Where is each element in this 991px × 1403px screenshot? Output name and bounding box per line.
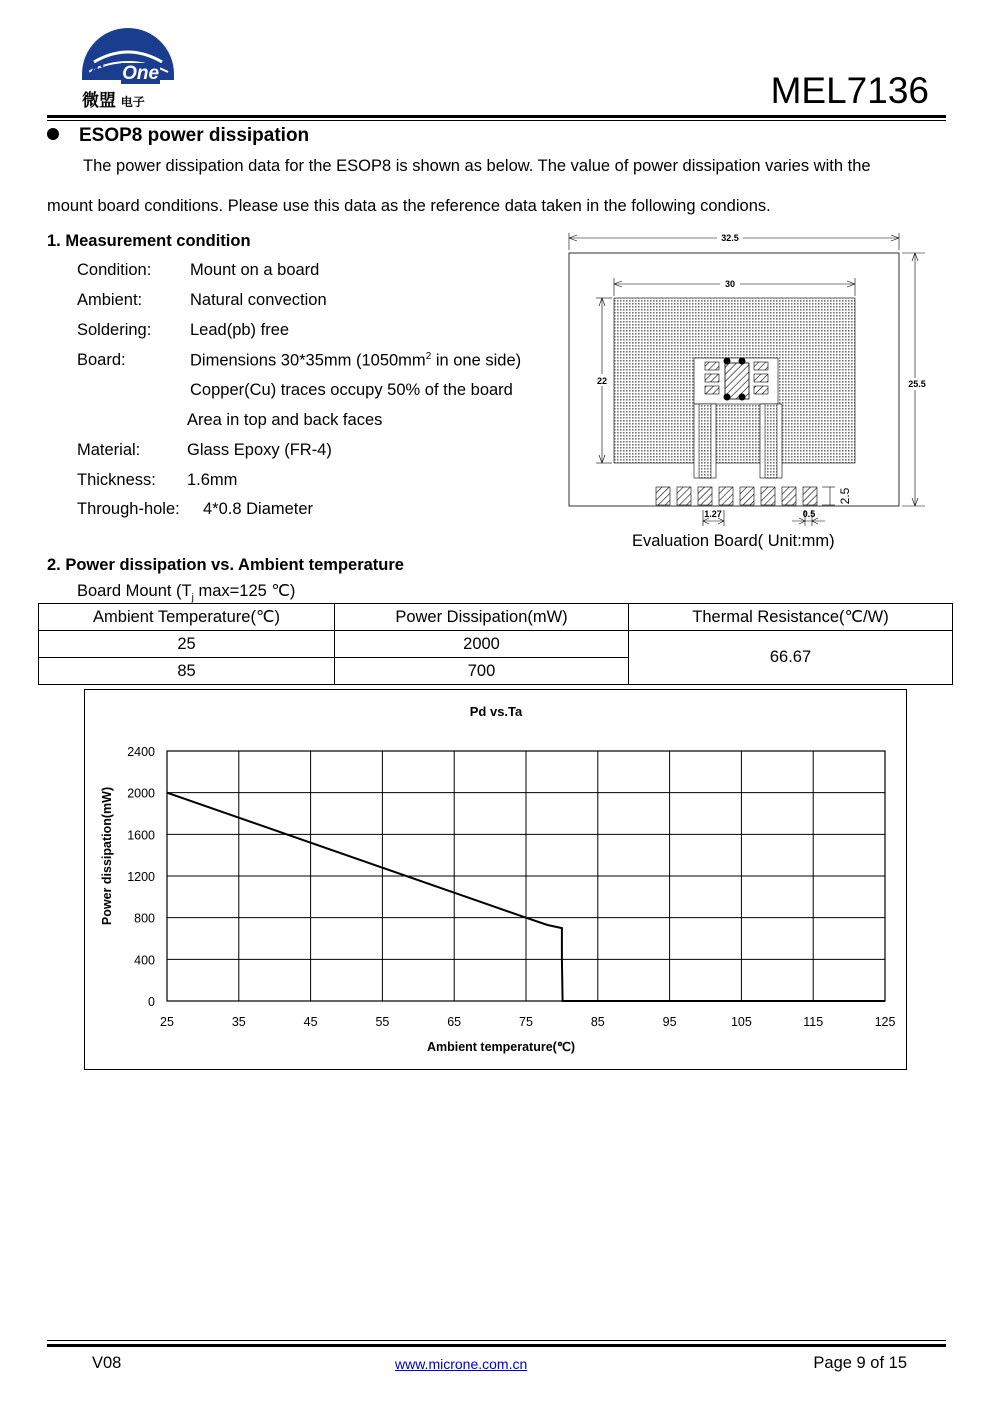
- cond-thickness-value: 1.6mm: [187, 471, 238, 489]
- cond-thickness-label: Thickness:: [77, 471, 156, 489]
- pd-vs-ta-chart: [85, 690, 906, 1069]
- cond-condition-label: Condition:: [77, 261, 152, 279]
- dim-0-5: 0.5: [802, 509, 816, 519]
- cond-board-value-2: Copper(Cu) traces occupy 50% of the board: [190, 381, 513, 399]
- power-table: [38, 603, 953, 685]
- cond-board-value: Dimensions 30*35mm ($1050mm^2$ in one side): [190, 351, 522, 370]
- y-tick-label: 1600: [127, 828, 155, 843]
- x-axis-label: Ambient temperature(℃): [426, 1040, 576, 1054]
- logo-wordmark: MicrOne: [82, 63, 160, 84]
- footer-page: Page 9 of 15: [813, 1354, 907, 1372]
- dim-25-5: 25.5: [908, 379, 926, 389]
- cond-throughhole-value: 4*0.8 Diameter: [203, 500, 314, 518]
- cond-soldering-value: Lead(pb) free: [190, 321, 290, 339]
- section-title: ESOP8 power dissipation: [47, 125, 309, 147]
- dim-1-27: 1.27: [704, 509, 722, 519]
- power-heading: 2. Power dissipation vs. Ambient temperature: [47, 556, 404, 574]
- x-tick-label: 45: [303, 1015, 318, 1029]
- x-tick-label: 85: [590, 1015, 605, 1029]
- footer-rule-thin: [47, 1340, 946, 1341]
- y-tick-label: 2000: [127, 786, 155, 801]
- x-tick-label: 115: [803, 1015, 824, 1029]
- thermal-resistance-cell: 66.67: [629, 631, 953, 685]
- dim-2-5: 2.5: [838, 487, 852, 505]
- cond-ambient-value: Natural convection: [190, 291, 327, 309]
- table-header: Power Dissipation(mW): [335, 604, 629, 631]
- table-header: Thermal Resistance(℃/W): [629, 604, 953, 631]
- logo-chinese: 微盟 电子: [82, 91, 145, 110]
- table-header: Ambient Temperature(℃): [39, 604, 335, 631]
- part-number: MEL7136: [770, 70, 929, 111]
- x-tick-label: 95: [662, 1015, 677, 1029]
- table-row: [39, 631, 953, 658]
- cond-material-value: Glass Epoxy (FR-4): [187, 441, 332, 459]
- cond-condition-value: Mount on a board: [190, 261, 320, 279]
- x-tick-label: 105: [730, 1015, 752, 1029]
- header-rule: [47, 115, 946, 118]
- y-tick-label: 2400: [127, 745, 155, 759]
- x-tick-label: 55: [375, 1015, 390, 1029]
- x-tick-label: 75: [519, 1015, 533, 1029]
- x-tick-label: 125: [874, 1015, 896, 1029]
- dim-30: 30: [724, 279, 736, 289]
- footer-rule: [47, 1344, 946, 1347]
- cond-throughhole-label: Through-hole:: [77, 500, 180, 518]
- board-mount-subhead: Board Mount ($T_j$ max=125 ℃): [77, 582, 296, 604]
- chart-frame: [84, 689, 907, 1070]
- y-tick-label: 0: [148, 995, 155, 1009]
- cond-material-label: Material:: [77, 441, 141, 459]
- cond-ambient-label: Ambient:: [77, 291, 143, 309]
- x-tick-label: 25: [160, 1015, 174, 1029]
- evaluation-board-drawing: [560, 228, 940, 530]
- table-cell: 700: [335, 658, 629, 685]
- y-axis-label: Power dissipation(mW): [100, 786, 114, 926]
- table-header-row: [39, 604, 953, 631]
- table-cell: 25: [39, 631, 335, 658]
- header-rule-thin: [47, 120, 946, 121]
- table-cell: 85: [39, 658, 335, 685]
- chart-title: Pd vs.Ta: [469, 704, 523, 719]
- footer-version: V08: [92, 1354, 122, 1372]
- y-tick-label: 800: [134, 911, 155, 926]
- x-tick-label: 65: [447, 1015, 462, 1029]
- y-tick-label: 1200: [127, 870, 155, 884]
- measurement-heading: 1. Measurement condition: [47, 232, 251, 250]
- intro-line-1: The power dissipation data for the ESOP8 is shown as below. The value of power dissipation varies with the: [83, 157, 871, 175]
- footer-url-link[interactable]: www.microne.com.cn: [395, 1356, 528, 1372]
- table-cell: 2000: [335, 631, 629, 658]
- x-tick-label: 35: [231, 1015, 246, 1029]
- dim-32-5: 32.5: [721, 233, 739, 243]
- cond-soldering-label: Soldering:: [77, 321, 152, 339]
- cond-board-label: Board:: [77, 351, 126, 369]
- y-tick-label: 400: [134, 953, 155, 968]
- board-caption: Evaluation Board( Unit:mm): [632, 532, 835, 550]
- intro-line-2: mount board conditions. Please use this data as the reference data taken in the following condions.: [47, 197, 771, 215]
- cond-board-value-3: Area in top and back faces: [187, 411, 383, 429]
- dim-22: 22: [596, 376, 608, 386]
